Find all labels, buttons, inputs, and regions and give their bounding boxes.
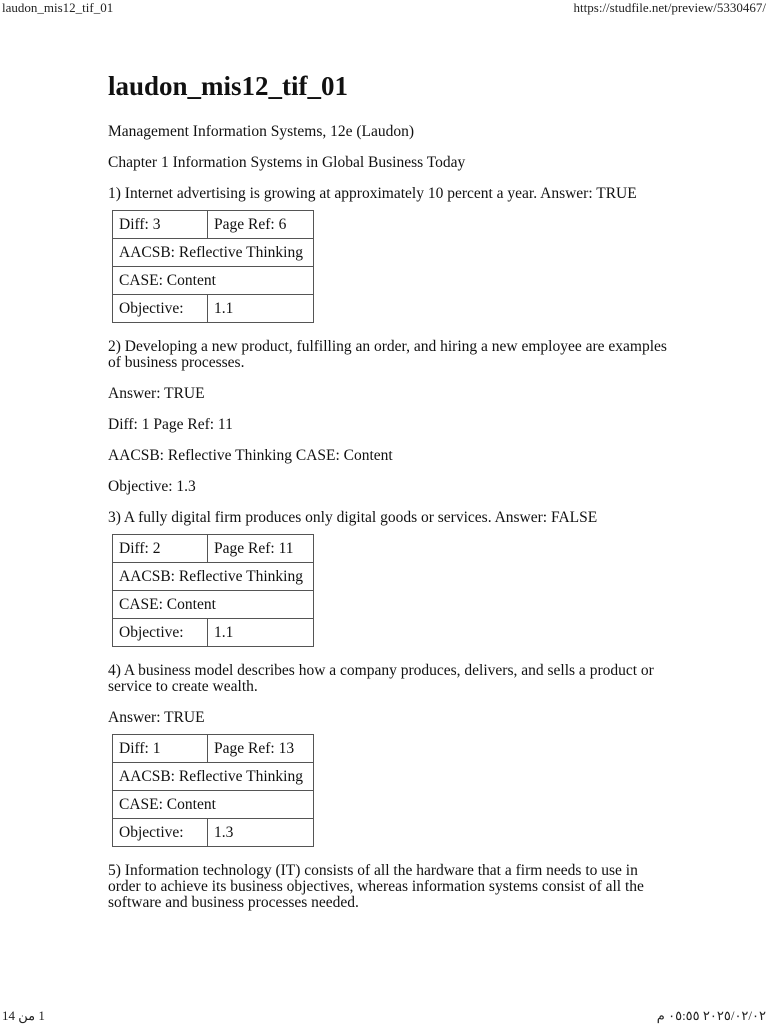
question-4: 4) A business model describes how a company produces, delivers, and sells a product or service to create wealth. [108,662,654,695]
question-2-aacsb: AACSB: Reflective Thinking CASE: Content [108,447,393,464]
question-1: 1) Internet advertising is growing at approximately 10 percent a year. Answer: TRUE [108,185,637,202]
question-2: 2) Developing a new product, fulfilling an order, and hiring a new employee are examples of business processes. [108,338,667,371]
page-ref-cell: Page Ref: 6 [208,211,314,239]
question-5: 5) Information technology (IT) consists of all the hardware that a firm needs to use in order to achieve its business objectives, whereas information systems consist of all the software and business processes needed. [108,862,644,911]
objective-label-cell: Objective: [113,819,208,847]
objective-label-cell: Objective: [113,619,208,647]
objective-value-cell: 1.1 [208,295,314,323]
question-2-objective: Objective: 1.3 [108,478,196,495]
diff-cell: Diff: 2 [113,535,208,563]
page-ref-cell: Page Ref: 13 [208,735,314,763]
diff-cell: Diff: 1 [113,735,208,763]
aacsb-cell: AACSB: Reflective Thinking [113,239,314,267]
question-4-answer: Answer: TRUE [108,709,205,726]
document-title: laudon_mis12_tif_01 [108,71,349,101]
document-body [108,70,668,911]
question-3: 3) A fully digital firm produces only digital goods or services. Answer: FALSE [108,509,598,526]
objective-label-cell: Objective: [113,295,208,323]
print-header-title: laudon_mis12_tif_01 [2,0,114,15]
book-title: Management Information Systems, 12e (Laudon) [108,123,415,140]
diff-cell: Diff: 3 [113,211,208,239]
aacsb-cell: AACSB: Reflective Thinking [113,763,314,791]
chapter-title: Chapter 1 Information Systems in Global Business Today [108,154,466,171]
case-cell: CASE: Content [113,591,314,619]
question-4-meta-table [112,734,314,847]
case-cell: CASE: Content [113,267,314,295]
aacsb-cell: AACSB: Reflective Thinking [113,563,314,591]
question-1-meta-table [112,210,314,323]
objective-value-cell: 1.3 [208,819,314,847]
page-ref-cell: Page Ref: 11 [208,535,314,563]
print-header-url[interactable]: https://studfile.net/preview/5330467/ [573,0,766,15]
print-footer-page: 1 من 14 [2,1008,45,1023]
question-3-meta-table [112,534,314,647]
objective-value-cell: 1.1 [208,619,314,647]
case-cell: CASE: Content [113,791,314,819]
question-2-diff: Diff: 1 Page Ref: 11 [108,416,233,433]
print-footer-datetime: ٢٠٢٥/٠٢/٠٢ ٠٥:٥٥ م [656,1008,766,1023]
question-2-answer: Answer: TRUE [108,385,205,402]
